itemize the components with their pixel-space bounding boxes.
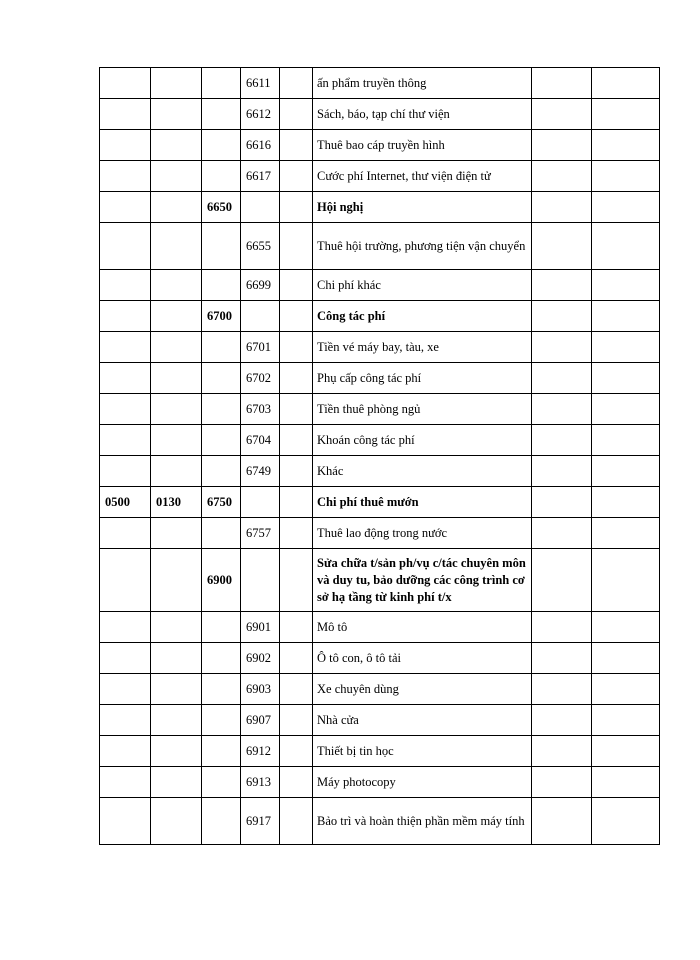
ministry-code-cell (100, 223, 151, 270)
blank-code-cell (280, 161, 313, 192)
item-code-cell (202, 270, 241, 301)
subitem-code-cell: 6903 (241, 674, 280, 705)
ministry-code-cell (100, 192, 151, 223)
subitem-code-cell: 6699 (241, 270, 280, 301)
description-cell: Thuê bao cáp truyền hình (313, 130, 532, 161)
amount-cell (532, 192, 592, 223)
note-cell (592, 223, 660, 270)
amount-cell (532, 363, 592, 394)
sector-code-cell (151, 301, 202, 332)
description-cell: Thuê hội trường, phương tiện vận chuyển (313, 223, 532, 270)
amount-cell (532, 767, 592, 798)
description-cell: Sửa chữa t/sản ph/vụ c/tác chuyên môn và duy tu, bảo dưỡng các công trình cơ sở hạ tầng từ kinh phí t/x (313, 549, 532, 612)
subitem-code-cell: 6655 (241, 223, 280, 270)
note-cell (592, 487, 660, 518)
budget-code-table (99, 67, 660, 845)
sector-code-cell: 0130 (151, 487, 202, 518)
table-row (100, 487, 660, 518)
item-code-cell (202, 705, 241, 736)
subitem-code-cell: 6907 (241, 705, 280, 736)
ministry-code-cell (100, 99, 151, 130)
blank-code-cell (280, 223, 313, 270)
item-code-cell (202, 674, 241, 705)
ministry-code-cell: 0500 (100, 487, 151, 518)
item-code-cell (202, 332, 241, 363)
subitem-code-cell: 6702 (241, 363, 280, 394)
amount-cell (532, 130, 592, 161)
table-row (100, 612, 660, 643)
item-code-cell (202, 643, 241, 674)
description-cell: Hội nghị (313, 192, 532, 223)
ministry-code-cell (100, 549, 151, 612)
sector-code-cell (151, 643, 202, 674)
sector-code-cell (151, 130, 202, 161)
amount-cell (532, 99, 592, 130)
blank-code-cell (280, 767, 313, 798)
ministry-code-cell (100, 301, 151, 332)
description-cell: Sách, báo, tạp chí thư viện (313, 99, 532, 130)
sector-code-cell (151, 363, 202, 394)
subitem-code-cell (241, 487, 280, 518)
blank-code-cell (280, 425, 313, 456)
subitem-code-cell: 6913 (241, 767, 280, 798)
amount-cell (532, 301, 592, 332)
sector-code-cell (151, 161, 202, 192)
subitem-code-cell: 6757 (241, 518, 280, 549)
sector-code-cell (151, 192, 202, 223)
subitem-code-cell: 6612 (241, 99, 280, 130)
amount-cell (532, 518, 592, 549)
amount-cell (532, 425, 592, 456)
subitem-code-cell: 6917 (241, 798, 280, 845)
blank-code-cell (280, 674, 313, 705)
item-code-cell (202, 456, 241, 487)
note-cell (592, 425, 660, 456)
note-cell (592, 456, 660, 487)
item-code-cell (202, 223, 241, 270)
note-cell (592, 394, 660, 425)
subitem-code-cell: 6617 (241, 161, 280, 192)
description-cell: Khác (313, 456, 532, 487)
table-row (100, 394, 660, 425)
sector-code-cell (151, 549, 202, 612)
blank-code-cell (280, 612, 313, 643)
note-cell (592, 643, 660, 674)
description-cell: Thuê lao động trong nước (313, 518, 532, 549)
amount-cell (532, 223, 592, 270)
item-code-cell (202, 363, 241, 394)
table-row (100, 736, 660, 767)
amount-cell (532, 68, 592, 99)
sector-code-cell (151, 705, 202, 736)
note-cell (592, 301, 660, 332)
subitem-code-cell: 6703 (241, 394, 280, 425)
note-cell (592, 270, 660, 301)
description-cell: Xe chuyên dùng (313, 674, 532, 705)
ministry-code-cell (100, 798, 151, 845)
table-row (100, 518, 660, 549)
amount-cell (532, 394, 592, 425)
item-code-cell (202, 99, 241, 130)
table-row (100, 130, 660, 161)
table-row (100, 192, 660, 223)
note-cell (592, 612, 660, 643)
table-row (100, 643, 660, 674)
table-row (100, 456, 660, 487)
ministry-code-cell (100, 332, 151, 363)
note-cell (592, 674, 660, 705)
table-row (100, 99, 660, 130)
description-cell: Thiết bị tin học (313, 736, 532, 767)
table-row (100, 705, 660, 736)
subitem-code-cell (241, 301, 280, 332)
note-cell (592, 705, 660, 736)
description-cell: Phụ cấp công tác phí (313, 363, 532, 394)
blank-code-cell (280, 99, 313, 130)
table-row (100, 301, 660, 332)
table-row (100, 161, 660, 192)
blank-code-cell (280, 549, 313, 612)
description-cell: Nhà cửa (313, 705, 532, 736)
blank-code-cell (280, 332, 313, 363)
blank-code-cell (280, 487, 313, 518)
ministry-code-cell (100, 643, 151, 674)
note-cell (592, 192, 660, 223)
note-cell (592, 767, 660, 798)
description-cell: Cước phí Internet, thư viện điện tử (313, 161, 532, 192)
amount-cell (532, 487, 592, 518)
description-cell: Tiền thuê phòng ngủ (313, 394, 532, 425)
description-cell: Công tác phí (313, 301, 532, 332)
note-cell (592, 68, 660, 99)
item-code-cell (202, 798, 241, 845)
item-code-cell: 6900 (202, 549, 241, 612)
blank-code-cell (280, 643, 313, 674)
amount-cell (532, 705, 592, 736)
blank-code-cell (280, 270, 313, 301)
ministry-code-cell (100, 612, 151, 643)
table-row (100, 674, 660, 705)
sector-code-cell (151, 736, 202, 767)
subitem-code-cell: 6901 (241, 612, 280, 643)
amount-cell (532, 270, 592, 301)
note-cell (592, 518, 660, 549)
item-code-cell (202, 130, 241, 161)
table-row (100, 549, 660, 612)
item-code-cell (202, 612, 241, 643)
ministry-code-cell (100, 736, 151, 767)
ministry-code-cell (100, 68, 151, 99)
table-row (100, 425, 660, 456)
blank-code-cell (280, 456, 313, 487)
sector-code-cell (151, 223, 202, 270)
item-code-cell (202, 68, 241, 99)
sector-code-cell (151, 518, 202, 549)
sector-code-cell (151, 270, 202, 301)
note-cell (592, 332, 660, 363)
sector-code-cell (151, 394, 202, 425)
description-cell: Ô tô con, ô tô tải (313, 643, 532, 674)
blank-code-cell (280, 130, 313, 161)
item-code-cell (202, 161, 241, 192)
description-cell: Tiền vé máy bay, tàu, xe (313, 332, 532, 363)
subitem-code-cell (241, 192, 280, 223)
blank-code-cell (280, 301, 313, 332)
blank-code-cell (280, 394, 313, 425)
item-code-cell: 6750 (202, 487, 241, 518)
table-row (100, 270, 660, 301)
subitem-code-cell: 6902 (241, 643, 280, 674)
sector-code-cell (151, 99, 202, 130)
blank-code-cell (280, 705, 313, 736)
blank-code-cell (280, 363, 313, 394)
description-cell: Chi phí thuê mướn (313, 487, 532, 518)
description-cell: Bảo trì và hoàn thiện phần mềm máy tính (313, 798, 532, 845)
sector-code-cell (151, 767, 202, 798)
item-code-cell: 6700 (202, 301, 241, 332)
ministry-code-cell (100, 425, 151, 456)
sector-code-cell (151, 612, 202, 643)
ministry-code-cell (100, 130, 151, 161)
sector-code-cell (151, 332, 202, 363)
description-cell: Khoán công tác phí (313, 425, 532, 456)
amount-cell (532, 798, 592, 845)
description-cell: Mô tô (313, 612, 532, 643)
ministry-code-cell (100, 518, 151, 549)
subitem-code-cell: 6912 (241, 736, 280, 767)
item-code-cell (202, 518, 241, 549)
amount-cell (532, 332, 592, 363)
amount-cell (532, 549, 592, 612)
subitem-code-cell: 6749 (241, 456, 280, 487)
subitem-code-cell (241, 549, 280, 612)
table-row (100, 68, 660, 99)
amount-cell (532, 643, 592, 674)
item-code-cell (202, 767, 241, 798)
ministry-code-cell (100, 674, 151, 705)
table-row (100, 798, 660, 845)
description-cell: Máy photocopy (313, 767, 532, 798)
table-row (100, 332, 660, 363)
ministry-code-cell (100, 161, 151, 192)
blank-code-cell (280, 68, 313, 99)
sector-code-cell (151, 425, 202, 456)
table-row (100, 363, 660, 394)
description-cell: Chi phí khác (313, 270, 532, 301)
note-cell (592, 130, 660, 161)
table-body (100, 68, 660, 845)
subitem-code-cell: 6704 (241, 425, 280, 456)
subitem-code-cell: 6701 (241, 332, 280, 363)
blank-code-cell (280, 798, 313, 845)
blank-code-cell (280, 736, 313, 767)
item-code-cell (202, 394, 241, 425)
ministry-code-cell (100, 767, 151, 798)
note-cell (592, 363, 660, 394)
note-cell (592, 736, 660, 767)
table-row (100, 767, 660, 798)
subitem-code-cell: 6616 (241, 130, 280, 161)
amount-cell (532, 161, 592, 192)
note-cell (592, 99, 660, 130)
item-code-cell (202, 425, 241, 456)
description-cell: ấn phẩm truyền thông (313, 68, 532, 99)
subitem-code-cell: 6611 (241, 68, 280, 99)
note-cell (592, 798, 660, 845)
item-code-cell (202, 736, 241, 767)
blank-code-cell (280, 518, 313, 549)
ministry-code-cell (100, 363, 151, 394)
amount-cell (532, 612, 592, 643)
ministry-code-cell (100, 394, 151, 425)
amount-cell (532, 456, 592, 487)
amount-cell (532, 736, 592, 767)
ministry-code-cell (100, 705, 151, 736)
ministry-code-cell (100, 270, 151, 301)
sector-code-cell (151, 798, 202, 845)
blank-code-cell (280, 192, 313, 223)
sector-code-cell (151, 456, 202, 487)
sector-code-cell (151, 674, 202, 705)
sector-code-cell (151, 68, 202, 99)
note-cell (592, 549, 660, 612)
note-cell (592, 161, 660, 192)
amount-cell (532, 674, 592, 705)
table-row (100, 223, 660, 270)
ministry-code-cell (100, 456, 151, 487)
item-code-cell: 6650 (202, 192, 241, 223)
